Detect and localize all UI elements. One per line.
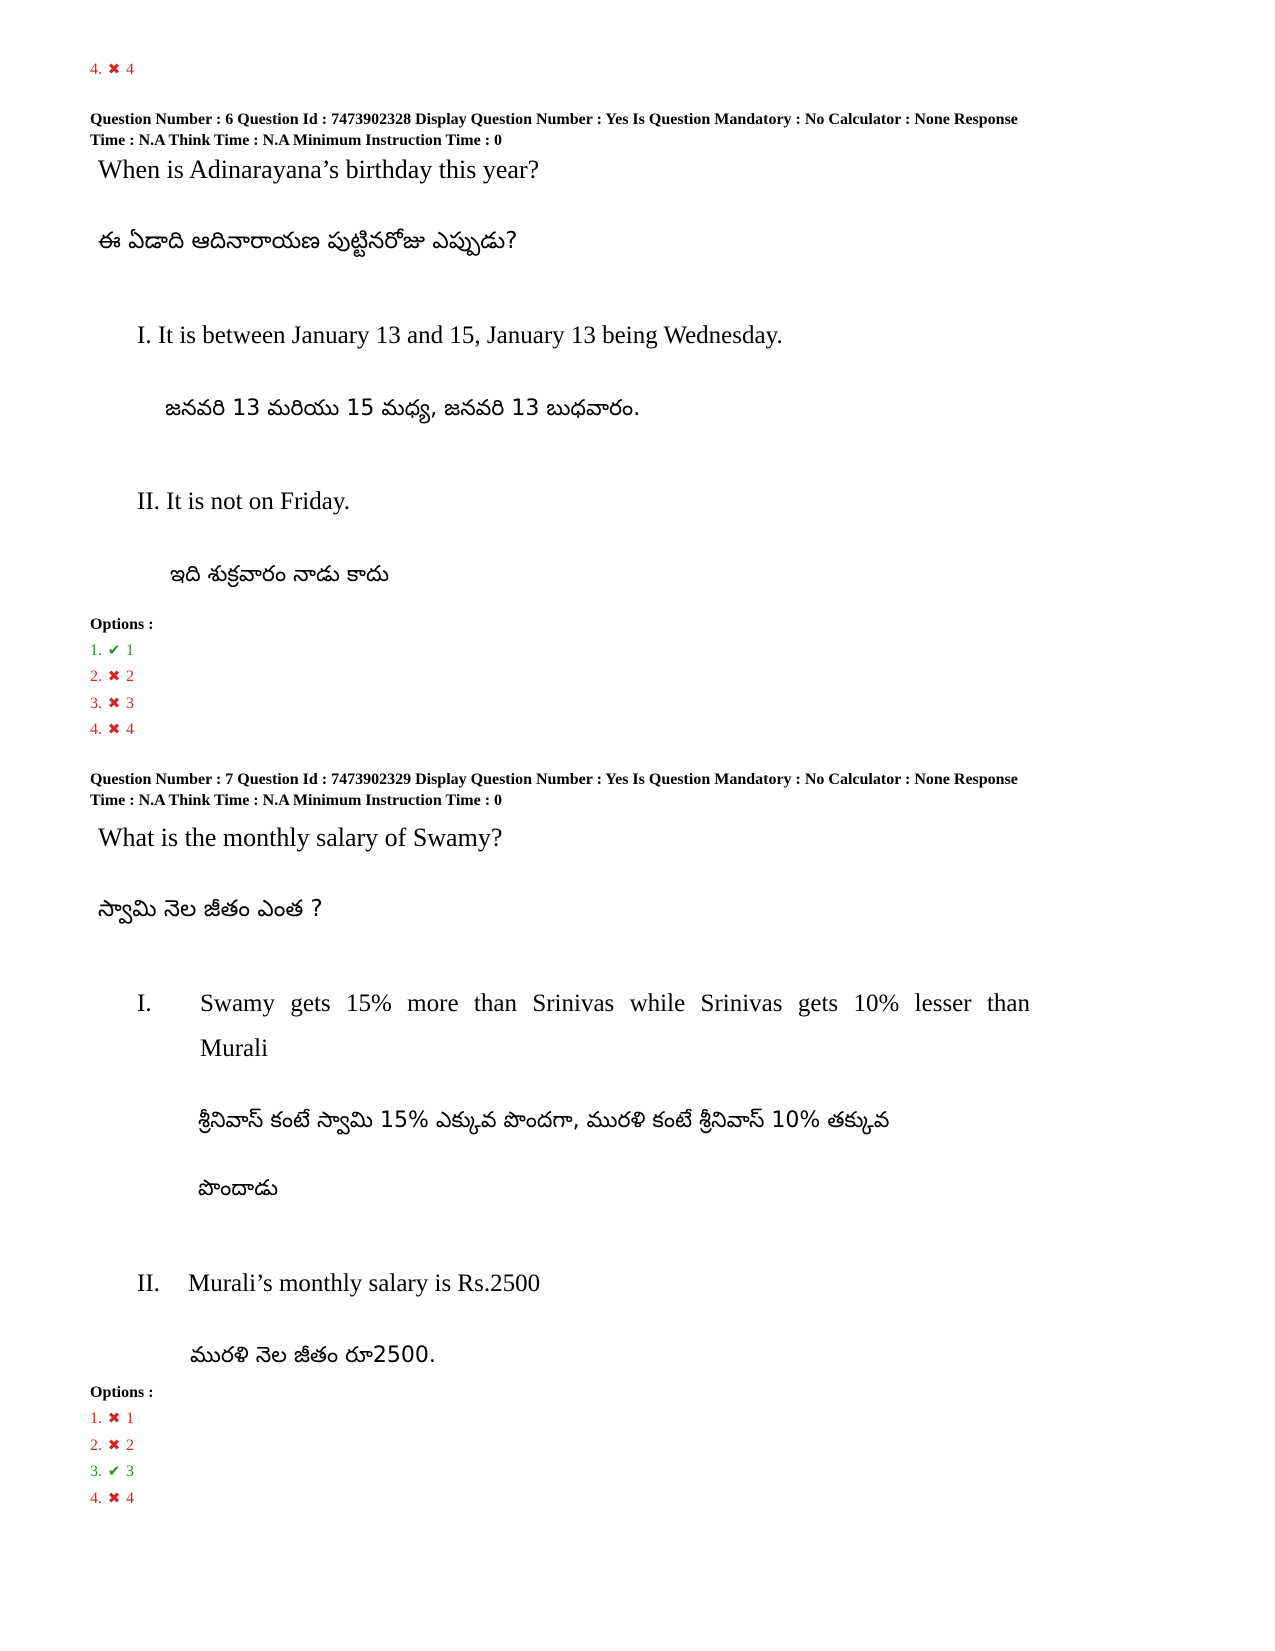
- option-value: 3: [126, 695, 134, 712]
- question-meta: [90, 109, 1200, 151]
- option-value: 4: [126, 721, 134, 738]
- statement-1-en: I. It is between January 13 and 15, January 13 being Wednesday.: [137, 322, 783, 349]
- option-number: 4.: [90, 61, 102, 78]
- statement-1-te: జనవరి 13 మరియు 15 మధ్య, జనవరి 13 బుధవారం.: [165, 396, 641, 421]
- question-meta-line: Question Number : 7 Question Id : 7473902329 Display Question Number : Yes Is Question Mandatory : No Calculator : None Response: [90, 771, 1018, 788]
- statement-2-number: II.: [137, 1270, 160, 1297]
- option-value: 1: [126, 642, 134, 659]
- cross-icon: ✖: [107, 669, 121, 685]
- statement-1-te: శ్రీనివాస్ కంటే స్వామి 15% ఎక్కువ పొందగా, మురళి కంటే శ్రీనివాస్ 10% తక్కువ: [198, 1108, 890, 1133]
- option-row: [90, 641, 134, 661]
- check-icon: ✔: [107, 1464, 121, 1480]
- option-value: 2: [126, 668, 134, 685]
- question-text-en: What is the monthly salary of Swamy?: [98, 823, 503, 852]
- option-row: [90, 1489, 134, 1509]
- question-meta-line: Time : N.A Think Time : N.A Minimum Instruction Time : 0: [90, 792, 503, 809]
- question-meta: [90, 769, 1200, 811]
- option-value: 4: [126, 61, 134, 78]
- option-number: 2.: [90, 668, 102, 685]
- option-number: 3.: [90, 1463, 102, 1480]
- option-value: 3: [126, 1463, 134, 1480]
- option-number: 1.: [90, 642, 102, 659]
- cross-icon: ✖: [107, 62, 121, 78]
- statement-2-en: Murali’s monthly salary is Rs.2500: [188, 1270, 541, 1297]
- option-row: [90, 1409, 134, 1429]
- question-meta-line: Time : N.A Think Time : N.A Minimum Instruction Time : 0: [90, 132, 503, 149]
- option-value: 4: [126, 1490, 134, 1507]
- option-value: 2: [126, 1437, 134, 1454]
- cross-icon: ✖: [107, 1438, 121, 1454]
- option-number: 4.: [90, 721, 102, 738]
- question-meta-line: Question Number : 6 Question Id : 7473902328 Display Question Number : Yes Is Question Mandatory : No Calculator : None Response: [90, 111, 1018, 128]
- cross-icon: ✖: [107, 722, 121, 738]
- option-number: 1.: [90, 1410, 102, 1427]
- check-icon: ✔: [107, 643, 121, 659]
- statement-1-te-cont: పొందాడు: [198, 1176, 279, 1201]
- cross-icon: ✖: [107, 1491, 121, 1507]
- statement-2-te: ఇది శుక్రవారం నాడు కాదు: [170, 562, 390, 587]
- question-text-te: స్వామి నెల జీతం ఎంత ?: [98, 896, 323, 922]
- statement-1-number: I.: [137, 990, 152, 1017]
- option-row: [90, 1436, 134, 1456]
- options-label: Options :: [90, 1384, 154, 1401]
- option-number: 3.: [90, 695, 102, 712]
- cross-icon: ✖: [107, 696, 121, 712]
- option-row: [90, 720, 134, 740]
- option-number: 4.: [90, 1490, 102, 1507]
- options-label: Options :: [90, 616, 154, 633]
- cross-icon: ✖: [107, 1411, 121, 1427]
- statement-2-te: మురళి నెల జీతం రూ2500.: [190, 1343, 436, 1368]
- option-row: [90, 667, 134, 687]
- option-row: [90, 1462, 134, 1482]
- option-number: 2.: [90, 1437, 102, 1454]
- statement-1-en: Swamy gets 15% more than Srinivas while Srinivas gets 10% lesser than: [200, 990, 1030, 1017]
- question-text-en: When is Adinarayana’s birthday this year?: [98, 155, 540, 184]
- statement-2-en: II. It is not on Friday.: [137, 488, 350, 515]
- question-text-te: ఈ ఏడాది ఆదినారాయణ పుట్టినరోజు ఎప్పుడు?: [98, 228, 518, 254]
- option-row: [90, 694, 134, 714]
- option-row: [90, 60, 134, 80]
- statement-1-en-cont: Murali: [200, 1035, 269, 1062]
- option-value: 1: [126, 1410, 134, 1427]
